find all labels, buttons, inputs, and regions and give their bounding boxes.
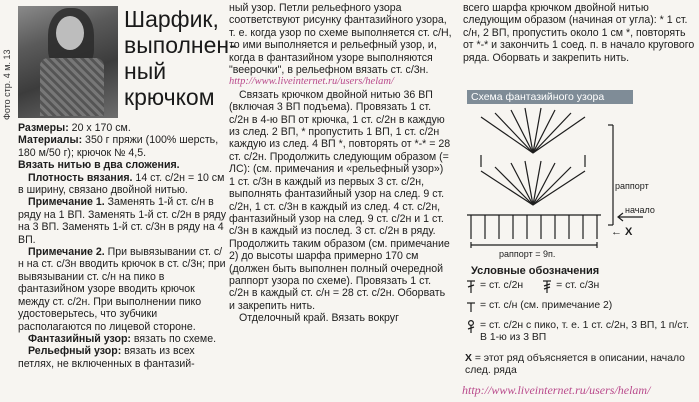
note2-label: Примечание 2. (28, 246, 105, 259)
materials-label: Материалы: (18, 134, 83, 147)
relief-label: Рельефный узор: (28, 345, 122, 358)
sizes-label: Размеры: (18, 122, 69, 134)
single-crochet-icon (465, 300, 477, 314)
rapport-width-label: раппорт = 9п. (499, 249, 556, 259)
sizes-line (18, 122, 226, 134)
legend-row (465, 320, 695, 345)
note2-value: При вывязывании ст. с/н на ст. с/3н вводить крючок в ст. с/3н; при вывязывании ст. с/н на пико в фантазийном узоре вводить крючок между ст. с/2н. При выполнении пико удостоверьтесь, что зубчики располагаются по лицевой стороне. (18, 246, 226, 333)
fancy-label: Фантазийный узор: (28, 332, 131, 345)
stitch-chart-svg (463, 105, 695, 263)
note2-line (18, 246, 226, 333)
watermark-link[interactable]: http://www.liveinternet.ru/users/helam/ (462, 383, 651, 397)
materials-line (18, 134, 226, 159)
density-label: Плотность вязания. (28, 171, 133, 184)
legend-sc: = ст. с/н (см. примечание 2) (480, 300, 613, 311)
relief-continued: ный узор. Петли рельефного узора соответствуют рисунку фантазийного узора, т. е. когда узор по схеме выполняется ст. с/Н, то ими выполняется и рельефный узор, и, когда в фантазийном узоре выполняются "веерочки", в рельефном вязать ст. с/3н. (229, 2, 452, 77)
density-line (18, 172, 226, 197)
legend-title: Условные обозначения (471, 265, 600, 277)
stitch-symbol (481, 171, 533, 205)
scheme-title: Схема фантазийного узора (467, 90, 633, 104)
edging-start: Отделочный край. Вязать вокруг (239, 312, 399, 325)
note1-line (18, 196, 226, 246)
stitch-symbol (481, 117, 533, 153)
fancy-value: вязать по схеме. (130, 332, 217, 345)
stitch-symbol (533, 171, 585, 205)
double-crochet-icon (465, 280, 477, 294)
legend-row (465, 280, 695, 294)
column-3 (463, 2, 695, 64)
x-row-marker: ← X (611, 226, 633, 238)
base-row (467, 215, 601, 239)
legend-picot: = ст. с/2н с пико, т. е. 1 ст. с/2н, 3 ВП, 1 п/ст. В 1-ю из 3 ВП (480, 320, 689, 344)
picot-stitch-icon (465, 320, 477, 334)
stitch-symbol (533, 117, 585, 153)
note1-value: Заменять 1-й ст. с/н в ряду на 1 ВП. Заменять 1-й ст. с/2н в ряду на 3 ВП. Заменять 1-й ст. с/3н в ряду на 4 ВП. (18, 196, 227, 246)
relief-value: вязать из всех петлях, не включенных в фантазий- (18, 345, 195, 370)
density-value: 14 ст. с/2н = 10 см в ширину, связано двойной нитью. (18, 171, 225, 197)
legend-x-text: = этот ряд объясняется в описании, начало след. ряда (465, 352, 685, 377)
legend-tc: = ст. с/3н (556, 280, 600, 291)
page-title: Шарфик, выполнен-ный крючком (124, 6, 237, 110)
photo-scarf (40, 58, 104, 116)
stitch-chart (463, 105, 695, 263)
photo-caption: Фото стр. 4 м. 13 (2, 49, 12, 120)
rapport-label: раппорт (615, 181, 649, 191)
legend (465, 280, 695, 378)
note1-label: Примечание 1. (28, 196, 105, 209)
legend-row (465, 353, 695, 378)
fancy-line (18, 333, 226, 345)
legend-x-mark: X (465, 352, 472, 364)
source-link[interactable]: http://www.liveinternet.ru/users/helam/ (229, 76, 394, 88)
materials-value: 350 г пряжи (100% шерсть, 180 м/50 г); крючок № 4,5. (18, 134, 219, 159)
legend-row (465, 300, 695, 314)
photo-face (56, 16, 84, 50)
triple-crochet-icon (541, 280, 553, 294)
column-2 (229, 2, 452, 325)
legend-dc: = ст. с/2н (480, 280, 524, 291)
column-1 (18, 122, 226, 370)
relief-line (18, 345, 226, 370)
start-label: начало (625, 205, 655, 215)
model-photo (18, 6, 118, 118)
sizes-value: 20 х 170 см. (68, 122, 131, 134)
double-thread-line: Вязать нитью в два сложения. (18, 159, 180, 172)
instructions-text: Связать крючком двойной нитью 36 ВП (включая 3 ВП подъема). Провязать 1 ст. с/2н в 4-ю ВП от крючка, 1 ст. с/2н в каждую из след. 2 ВП, * пропустить 1 ВП, 1 ст. с/2н каждую из след. 4 ВП *, повторять от *-* = 28 ст. с/2н. Продолжить следующим образом (= ЛС): (см. примечания и «рельефный узор») 1 ст. с/3н в каждый из первых 3 ст. с/2н, выполнять фантазийный узор на след. 9 ст. с/2н, 1 ст. с/3н в каждый из след. 4 ст. с/2н, фантазийный узор на след. 9 ст. с/2н и 1 ст. с/3н в каждый из послед. 3 ст. с/2н в ряду. Продолжить таким образом (см. примечание 2) до высоты шарфа примерно 170 см (должен быть выполнен полный очередной раппорт узора по схеме). Провязать 1 ст. с/2н в каждый ст. с/н = 28 ст. с/2н. Оборвать и закрепить нить. (229, 88, 451, 312)
edging-text: всего шарфа крючком двойной нитью следующим образом (начиная от угла): * 1 ст. с/н, 2 ВП, пропустить около 1 см *, повторять от *-* и закончить 1 соед. п. в начало кругового ряда. Оборвать и закрепить нить. (463, 2, 695, 64)
legend-x-note (465, 353, 695, 378)
